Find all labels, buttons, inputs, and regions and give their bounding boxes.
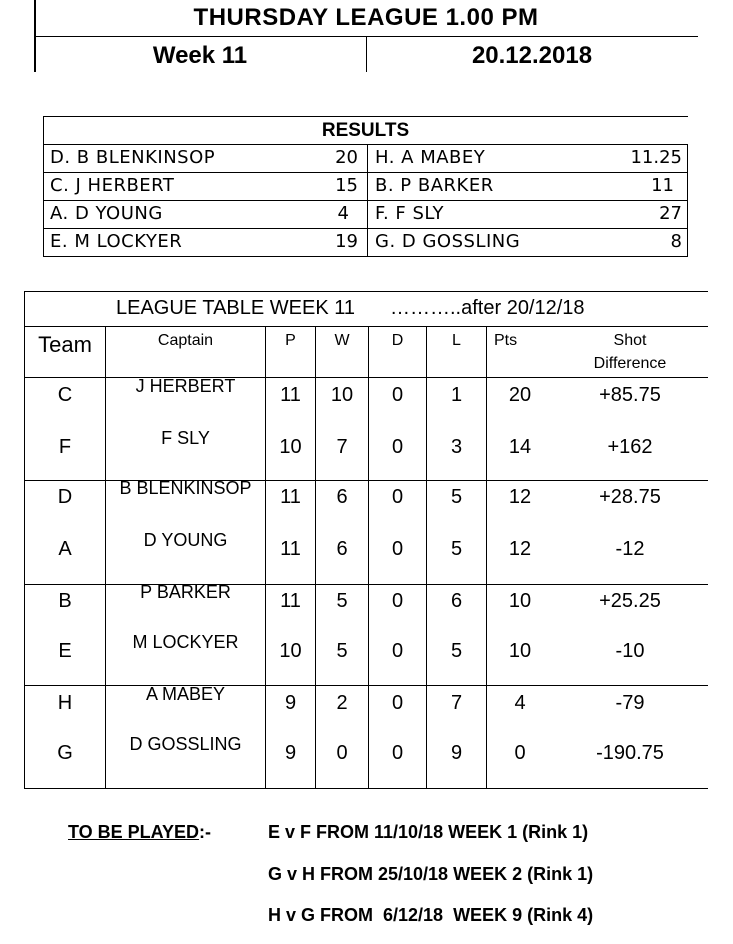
cell-points: 10 (508, 640, 532, 662)
column-header-drawn: D (391, 332, 404, 349)
cell-drawn: 0 (391, 538, 404, 560)
cell-team: D (57, 486, 73, 508)
cell-captain: B BLENKINSOP (119, 478, 252, 498)
cell-won: 5 (336, 640, 348, 662)
cell-drawn: 0 (391, 742, 404, 764)
cell-won: 10 (330, 384, 354, 406)
result-away-team: H. A MABEY (375, 147, 486, 168)
cell-captain: J HERBERT (135, 376, 236, 396)
cell-played: 10 (279, 640, 302, 662)
column-header-lost: L (452, 332, 461, 349)
cell-points: 12 (508, 538, 532, 560)
fixture-item: G v H FROM 25/10/18 WEEK 2 (Rink 1) (268, 864, 594, 884)
result-away-team: F. F SLY (375, 203, 445, 224)
cell-won: 0 (336, 742, 348, 764)
cell-drawn: 0 (391, 436, 404, 458)
cell-played: 11 (280, 384, 301, 406)
cell-lost: 5 (450, 538, 463, 560)
cell-shot-difference: +25.25 (599, 590, 661, 612)
cell-played: 10 (279, 436, 302, 458)
cell-team: F (58, 436, 72, 458)
cell-shot-difference: +85.75 (599, 384, 661, 406)
cell-team: E (58, 640, 72, 662)
cell-points: 12 (508, 486, 532, 508)
cell-drawn: 0 (391, 486, 404, 508)
cell-shot-difference: -12 (615, 538, 645, 560)
result-home-team: C. J HERBERT (50, 175, 175, 196)
result-away-team: B. P BARKER (375, 175, 494, 196)
cell-captain: D YOUNG (143, 530, 228, 550)
page-title: THURSDAY LEAGUE 1.00 PM (193, 4, 539, 31)
cell-points: 14 (508, 436, 532, 458)
cell-played: 11 (280, 486, 301, 508)
result-home-team: D. B BLENKINSOP (50, 147, 216, 168)
cell-shot-difference: -190.75 (596, 742, 664, 764)
result-away-score: 8 (670, 231, 682, 252)
to-be-played-label: TO BE PLAYED:- (68, 822, 212, 842)
cell-team: H (57, 692, 73, 714)
cell-shot-difference: +28.75 (599, 486, 661, 508)
results-title: RESULTS (321, 120, 410, 141)
week-label: Week 11 (152, 42, 248, 69)
date-label: 20.12.2018 (471, 42, 593, 69)
cell-team: C (57, 384, 73, 406)
cell-shot-difference: +162 (607, 436, 653, 458)
result-home-score: 19 (335, 231, 358, 252)
cell-captain: A MABEY (145, 684, 226, 704)
column-header-won: W (334, 332, 350, 349)
cell-drawn: 0 (391, 692, 404, 714)
cell-lost: 5 (450, 640, 463, 662)
cell-points: 0 (514, 742, 526, 764)
result-home-score: 4 (337, 203, 349, 224)
cell-team: A (58, 538, 72, 560)
cell-points: 4 (514, 692, 526, 714)
result-home-team: A. D YOUNG (50, 203, 163, 224)
result-away-score: 11.25 (630, 147, 682, 168)
cell-drawn: 0 (391, 640, 404, 662)
cell-played: 9 (284, 742, 297, 764)
cell-won: 2 (336, 692, 348, 714)
cell-lost: 1 (450, 384, 463, 406)
cell-drawn: 0 (391, 590, 404, 612)
column-header-difference: Difference (593, 355, 667, 372)
fixture-item: E v F FROM 11/10/18 WEEK 1 (Rink 1) (268, 822, 589, 842)
cell-captain: P BARKER (140, 582, 231, 602)
league-table-date-note: ………..after 20/12/18 (390, 297, 585, 319)
cell-played: 11 (280, 590, 301, 612)
result-home-score: 20 (335, 147, 358, 168)
result-away-score: 11 (651, 175, 674, 196)
column-header-shot: Shot (613, 332, 647, 349)
result-away-score: 27 (659, 203, 682, 224)
cell-captain: M LOCKYER (132, 632, 239, 652)
cell-lost: 6 (450, 590, 463, 612)
column-header-team: Team (38, 332, 92, 357)
cell-shot-difference: -10 (615, 640, 645, 662)
cell-drawn: 0 (391, 384, 404, 406)
cell-lost: 9 (450, 742, 463, 764)
cell-won: 6 (336, 538, 348, 560)
cell-captain: F SLY (161, 428, 210, 448)
cell-points: 10 (508, 590, 532, 612)
result-home-team: E. M LOCKYER (50, 231, 183, 252)
cell-lost: 3 (450, 436, 463, 458)
cell-won: 6 (336, 486, 348, 508)
cell-played: 11 (280, 538, 301, 560)
cell-won: 7 (336, 436, 348, 458)
cell-points: 20 (508, 384, 532, 406)
cell-lost: 5 (450, 486, 463, 508)
cell-captain: D GOSSLING (129, 734, 242, 754)
cell-lost: 7 (450, 692, 463, 714)
cell-team: G (57, 742, 73, 764)
cell-team: B (58, 590, 72, 612)
column-header-played: P (285, 332, 296, 349)
column-header-captain: Captain (157, 332, 214, 349)
cell-played: 9 (284, 692, 297, 714)
result-away-team: G. D GOSSLING (375, 231, 521, 252)
column-header-points: Pts (494, 332, 518, 349)
cell-shot-difference: -79 (615, 692, 645, 714)
league-table-title: LEAGUE TABLE WEEK 11 (116, 297, 355, 319)
cell-won: 5 (336, 590, 348, 612)
result-home-score: 15 (335, 175, 358, 196)
fixture-item: H v G FROM 6/12/18 WEEK 9 (Rink 4) (268, 905, 594, 925)
